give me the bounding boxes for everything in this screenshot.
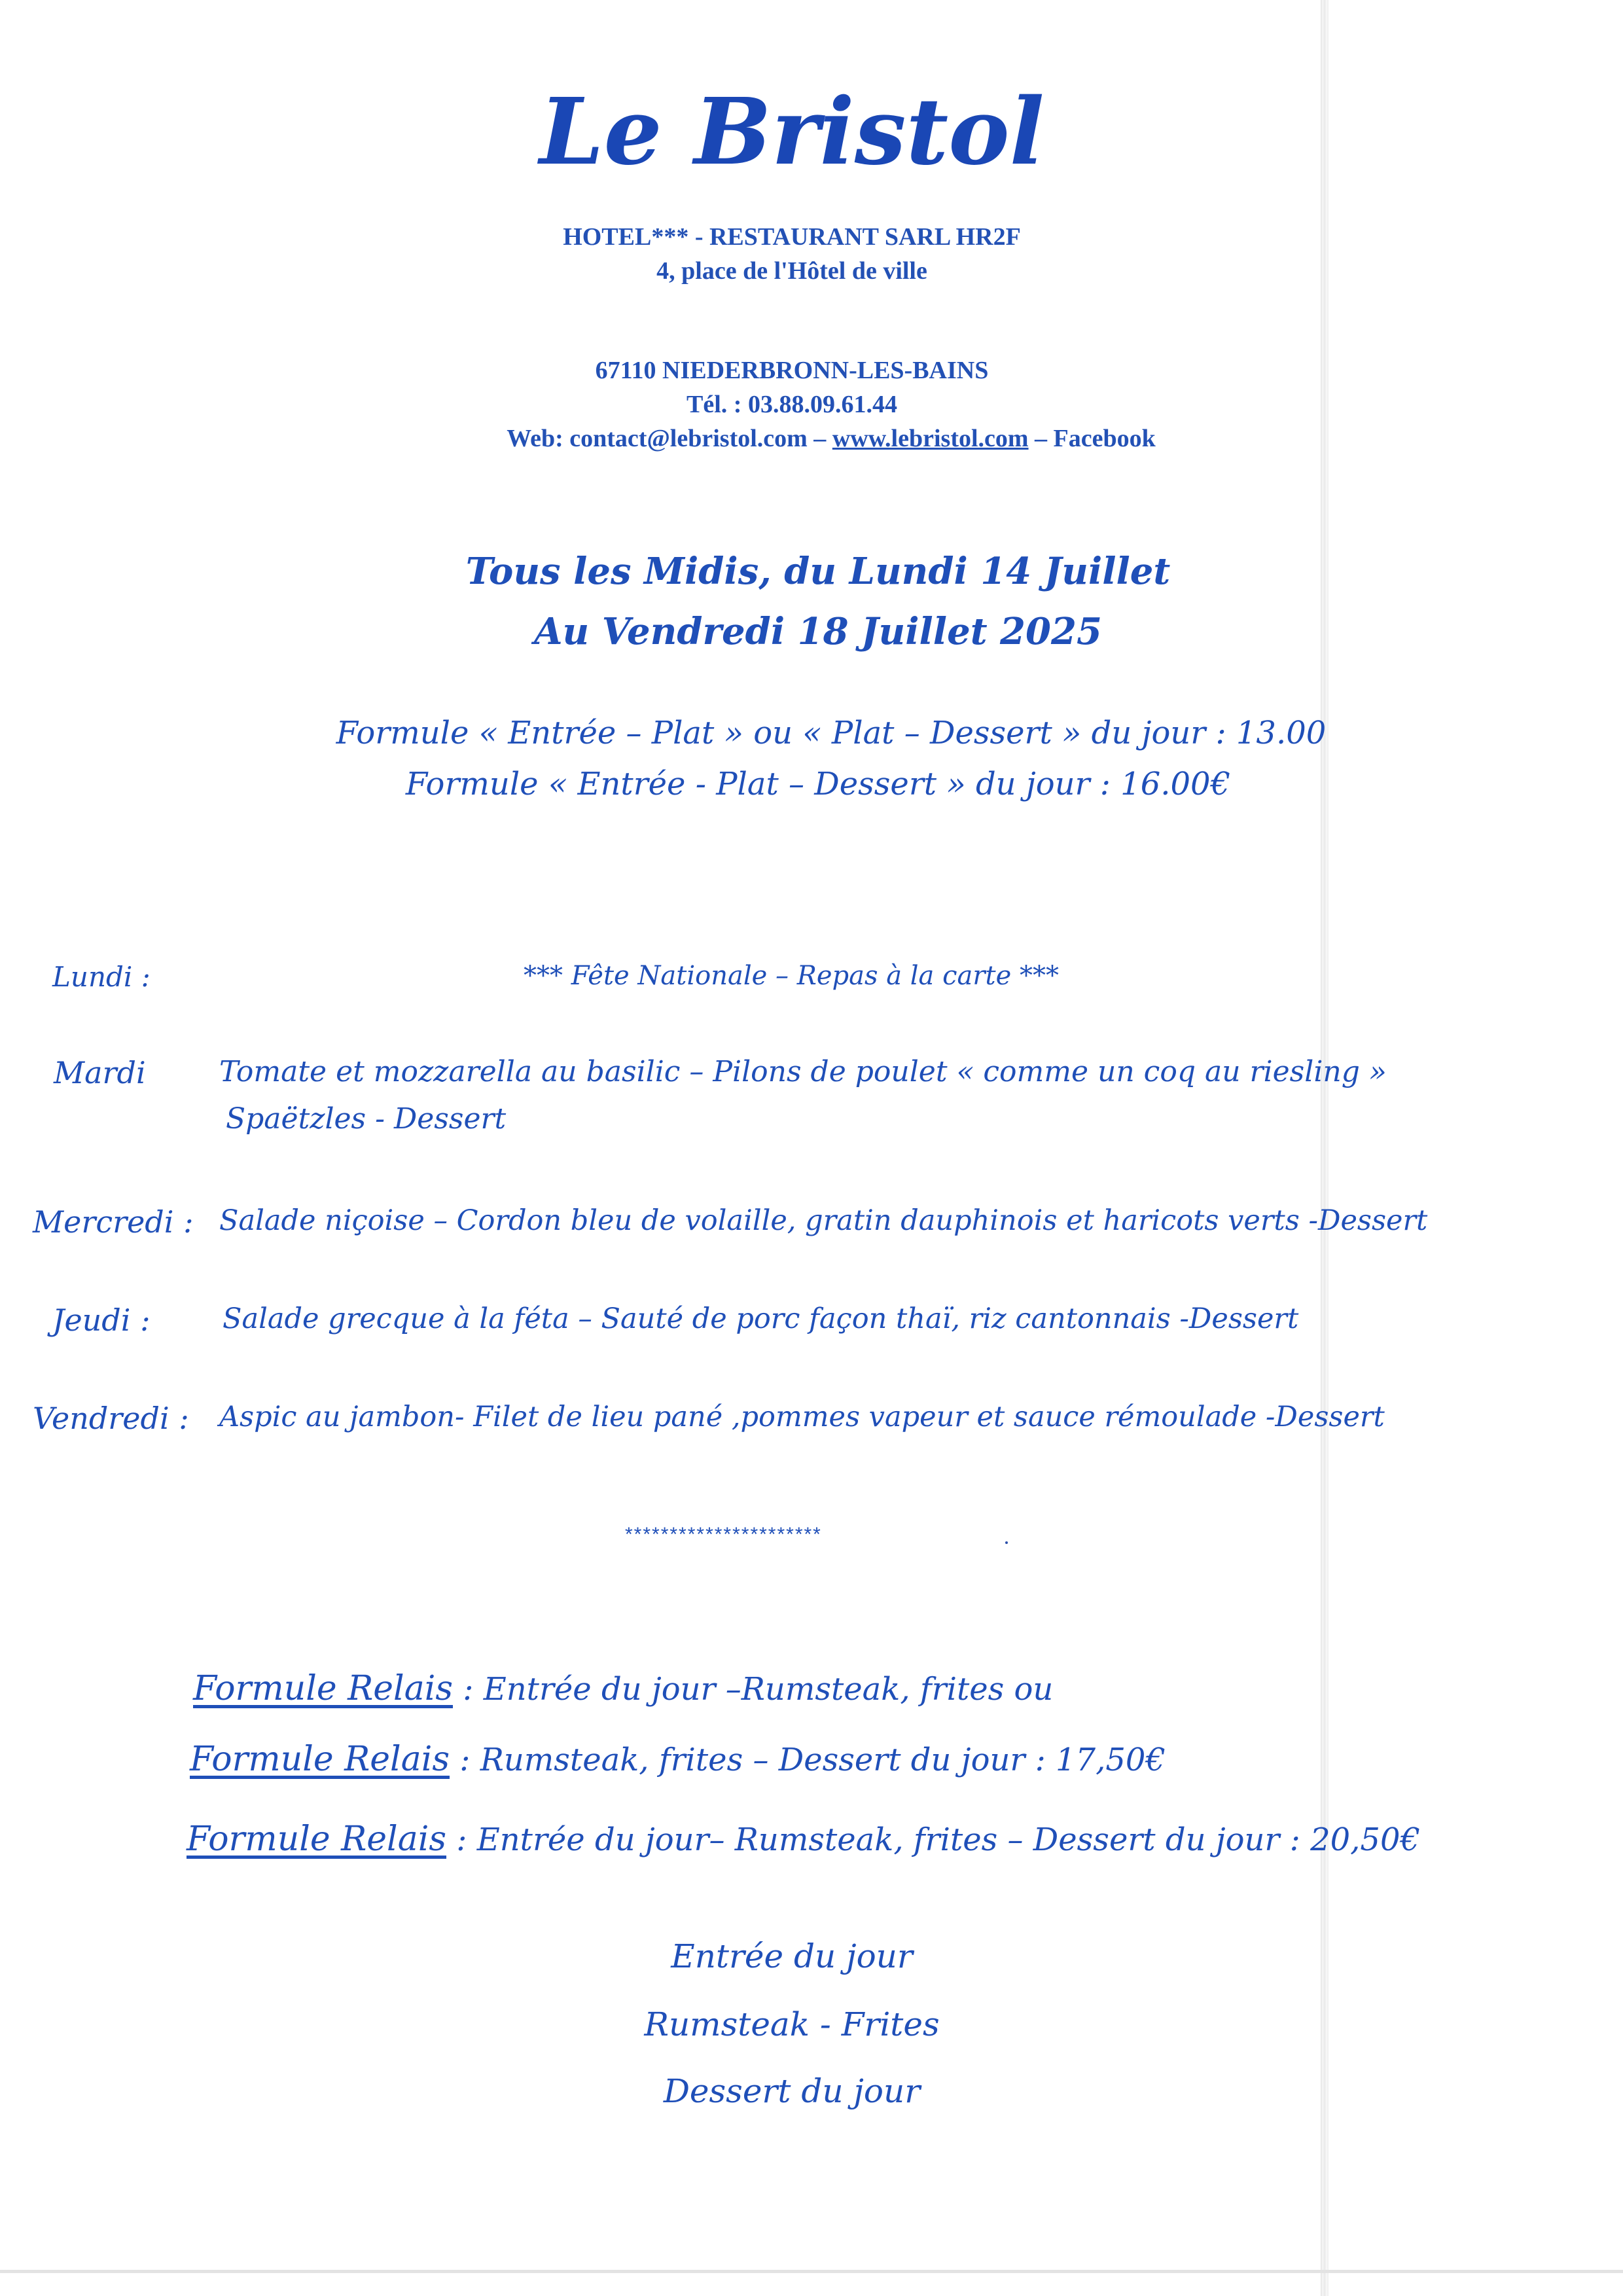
facebook-text: – Facebook [1028,425,1156,452]
relais-text: : Entrée du jour– Rumsteak, frites – Dessert du jour : 20,50€ [446,1821,1421,1858]
formule-line-2: Formule « Entrée - Plat – Dessert » du jour : 16.00€ [405,766,1231,802]
scan-dot [1005,1541,1008,1544]
web-email: Web: contact@lebristol.com – [507,425,832,452]
relais-label: Formule Relais [187,1820,447,1859]
bottom-item-rumsteak: Rumsteak - Frites [644,2005,940,2043]
day-label: Mercredi : [33,1204,194,1240]
phone-number: Tél. : 03.88.09.61.44 [687,391,897,418]
relais-line-3 [187,1820,1420,1859]
relais-line-1 [193,1669,1053,1708]
day-menu: Tomate et mozzarella au basilic – Pilons de poulet « comme un coq au riesling » [219,1055,1387,1088]
period-line-2: Au Vendredi 18 Juillet 2025 [534,610,1102,653]
day-label: Lundi : [52,961,151,993]
paper-fold-horizontal [0,2270,1623,2273]
day-menu-continued: Spaëtzles - Dessert [226,1102,507,1136]
address-street: 4, place de l'Hôtel de ville [656,257,927,285]
restaurant-title: Le Bristol [539,79,1044,186]
day-label: Mardi [54,1055,146,1090]
day-menu: Salade niçoise – Cordon bleu de volaille, gratin dauphinois et haricots verts -Dessert [219,1204,1428,1237]
hotel-restaurant-line: HOTEL*** - RESTAURANT SARL HR2F [563,223,1021,251]
day-menu: *** Fête Nationale – Repas à la carte *** [524,961,1059,991]
relais-line-2 [190,1740,1166,1779]
day-label: Vendredi : [33,1401,189,1436]
day-menu: Aspic au jambon- Filet de lieu pané ,pommes vapeur et sauce rémoulade -Dessert [219,1401,1385,1433]
relais-label: Formule Relais [193,1669,454,1708]
relais-label: Formule Relais [190,1740,450,1779]
website-link[interactable]: www.lebristol.com [832,425,1029,452]
period-line-1: Tous les Midis, du Lundi 14 Juillet [465,550,1171,593]
day-menu: Salade grecque à la féta – Sauté de porc façon thaï, riz cantonnais -Dessert [223,1302,1299,1335]
address-city: 67110 NIEDERBRONN-LES-BAINS [595,357,989,384]
formule-line-1: Formule « Entrée – Plat » ou « Plat – Dessert » du jour : 13.00 [336,715,1327,751]
separator-stars: ********************** [625,1524,822,1545]
bottom-item-entree: Entrée du jour [671,1937,913,1975]
bottom-item-dessert: Dessert du jour [663,2072,921,2110]
relais-text: : Entrée du jour –Rumsteak, frites ou [453,1671,1054,1708]
day-label: Jeudi : [52,1302,151,1338]
relais-text: : Rumsteak, frites – Dessert du jour : 17,50€ [450,1742,1166,1778]
web-contact-line [39,424,1623,453]
